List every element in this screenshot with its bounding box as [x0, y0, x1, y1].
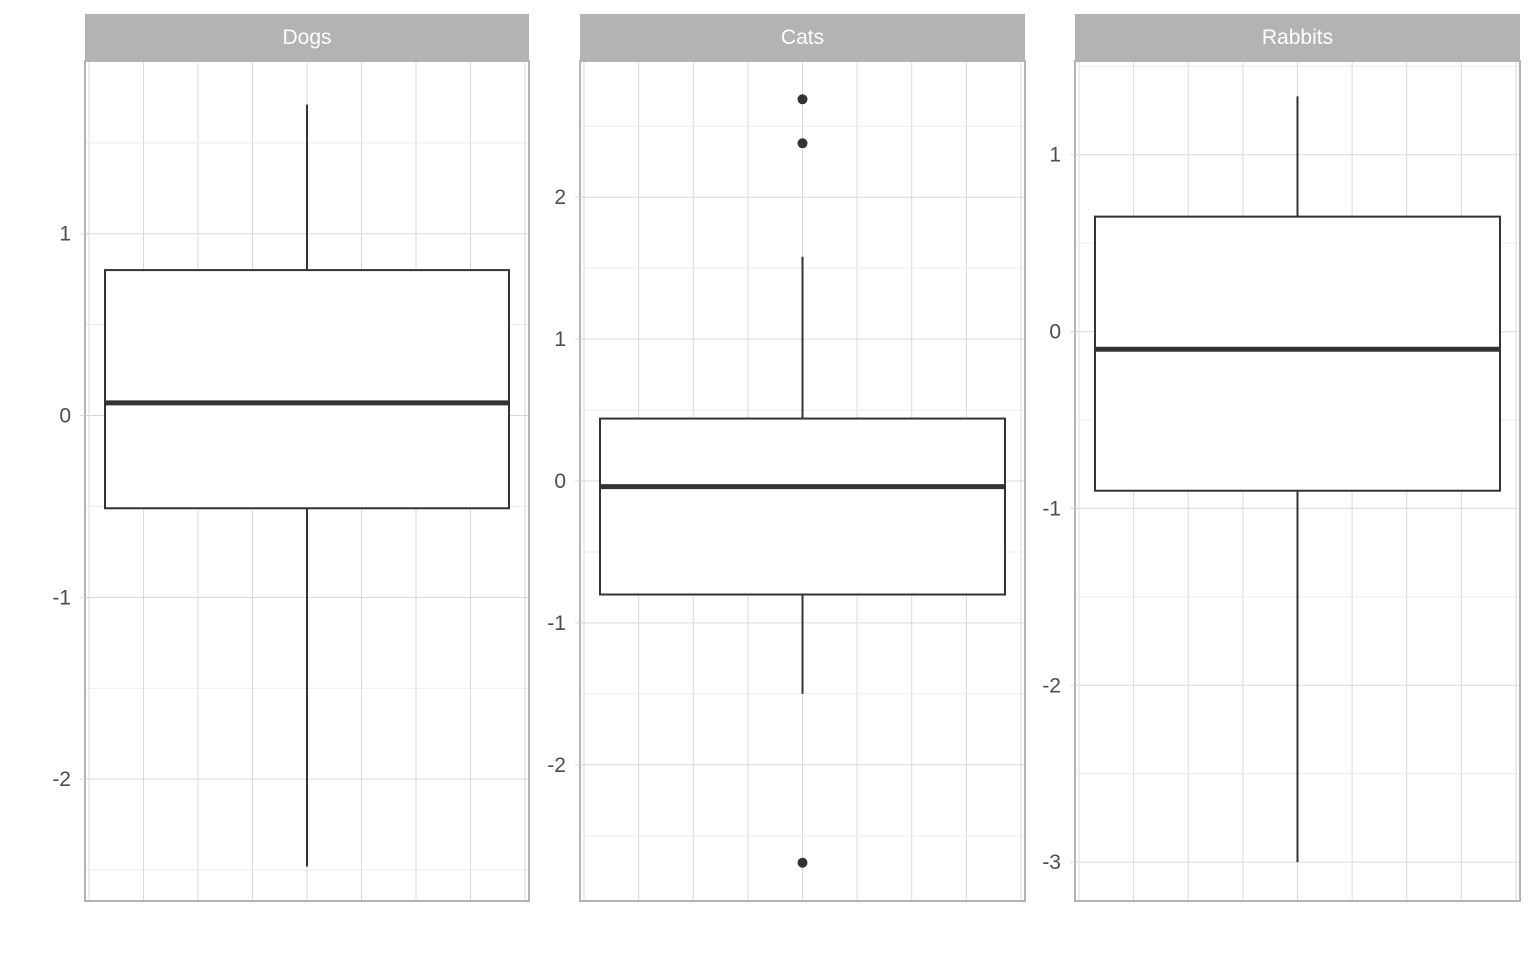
facet-strip-label: Dogs	[282, 26, 332, 49]
facet-panel-rabbits	[1042, 14, 1520, 901]
box-iqr	[600, 419, 1005, 595]
y-tick-label: -1	[547, 611, 566, 635]
y-tick-label: -3	[1042, 851, 1061, 875]
outlier-point	[798, 858, 808, 868]
y-tick-label: -2	[52, 768, 71, 792]
y-tick-label: 2	[554, 186, 566, 210]
y-tick-label: 1	[1049, 143, 1061, 167]
outlier-point	[798, 94, 808, 104]
facet-strip-label: Rabbits	[1261, 26, 1334, 49]
y-tick-label: 1	[554, 328, 566, 352]
y-tick-label: 0	[1049, 320, 1061, 344]
facet-panel-cats	[547, 14, 1025, 901]
y-tick-label: 0	[59, 404, 71, 428]
facet-panel-dogs	[52, 14, 529, 901]
y-tick-label: 0	[554, 470, 566, 493]
y-tick-label: -2	[1042, 674, 1061, 698]
y-tick-label: 1	[59, 222, 71, 246]
facet-strip-label: Cats	[780, 26, 825, 49]
box-iqr	[105, 270, 509, 508]
y-tick-label: -1	[52, 586, 71, 610]
box-iqr	[1095, 217, 1500, 491]
outlier-point	[798, 138, 808, 148]
y-tick-label: -2	[547, 753, 566, 777]
y-tick-label: -1	[1042, 497, 1061, 521]
